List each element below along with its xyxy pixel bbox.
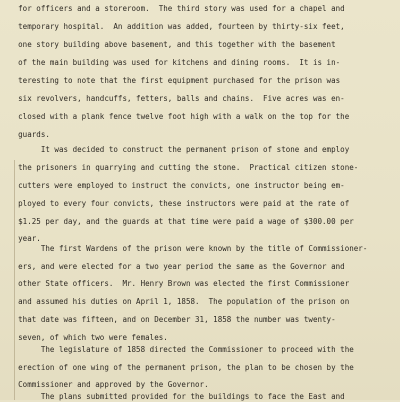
text-line-13: $1.25 per day, and the guards at that time were paid a wage of $300.00 per [0, 217, 354, 226]
text-line-1: for officers and a storeroom. The third story was used for a chapel and [0, 4, 345, 13]
text-line-12: ployed to every four convicts, these instructors were paid at the rate of [0, 199, 350, 208]
text-line-22: erection of one wing of the permanent prison, the plan to be chosen by the [0, 363, 354, 372]
text-line-9: It was decided to construct the permanent prison of stone and employ [0, 145, 350, 154]
text-line-16: ers, and were elected for a two year period the same as the Governor and [0, 262, 345, 271]
text-line-21: The legislature of 1858 directed the Commissioner to proceed with the [0, 345, 354, 354]
text-line-14: year. [0, 234, 41, 243]
text-line-18: and assumed his duties on April 1, 1858. The population of the prison on [0, 297, 350, 306]
text-line-23: Commissioner and approved by the Governor. [0, 380, 209, 389]
text-line-7: closed with a plank fence twelve foot high with a walk on the top for the [0, 112, 350, 121]
text-line-10: the prisoners in quarrying and cutting the stone. Practical citizen stone- [0, 163, 359, 172]
text-line-24: The plans submitted provided for the buildings to face the East and [0, 392, 345, 401]
text-line-8: guards. [0, 130, 50, 139]
text-line-15: The first Wardens of the prison were known by the title of Commissioner- [0, 244, 368, 253]
text-line-11: cutters were employed to instruct the convicts, one instructor being em- [0, 181, 345, 190]
text-line-3: one story building above basement, and this together with the basement [0, 40, 336, 49]
text-line-4: of the main building was used for kitchens and dining rooms. It is in- [0, 58, 341, 67]
text-line-20: seven, of which two were females. [0, 333, 168, 342]
text-line-17: other State officers. Mr. Henry Brown was elected the first Commissioner [0, 279, 350, 288]
text-line-5: teresting to note that the first equipment purchased for the prison was [0, 76, 341, 85]
text-line-19: that date was fifteen, and on December 31, 1858 the number was twenty- [0, 315, 336, 324]
text-line-6: six revolvers, handcuffs, fetters, balls and chains. Five acres was en- [0, 94, 345, 103]
text-line-2: temporary hospital. An addition was added, fourteen by thirty-six feet, [0, 22, 345, 31]
